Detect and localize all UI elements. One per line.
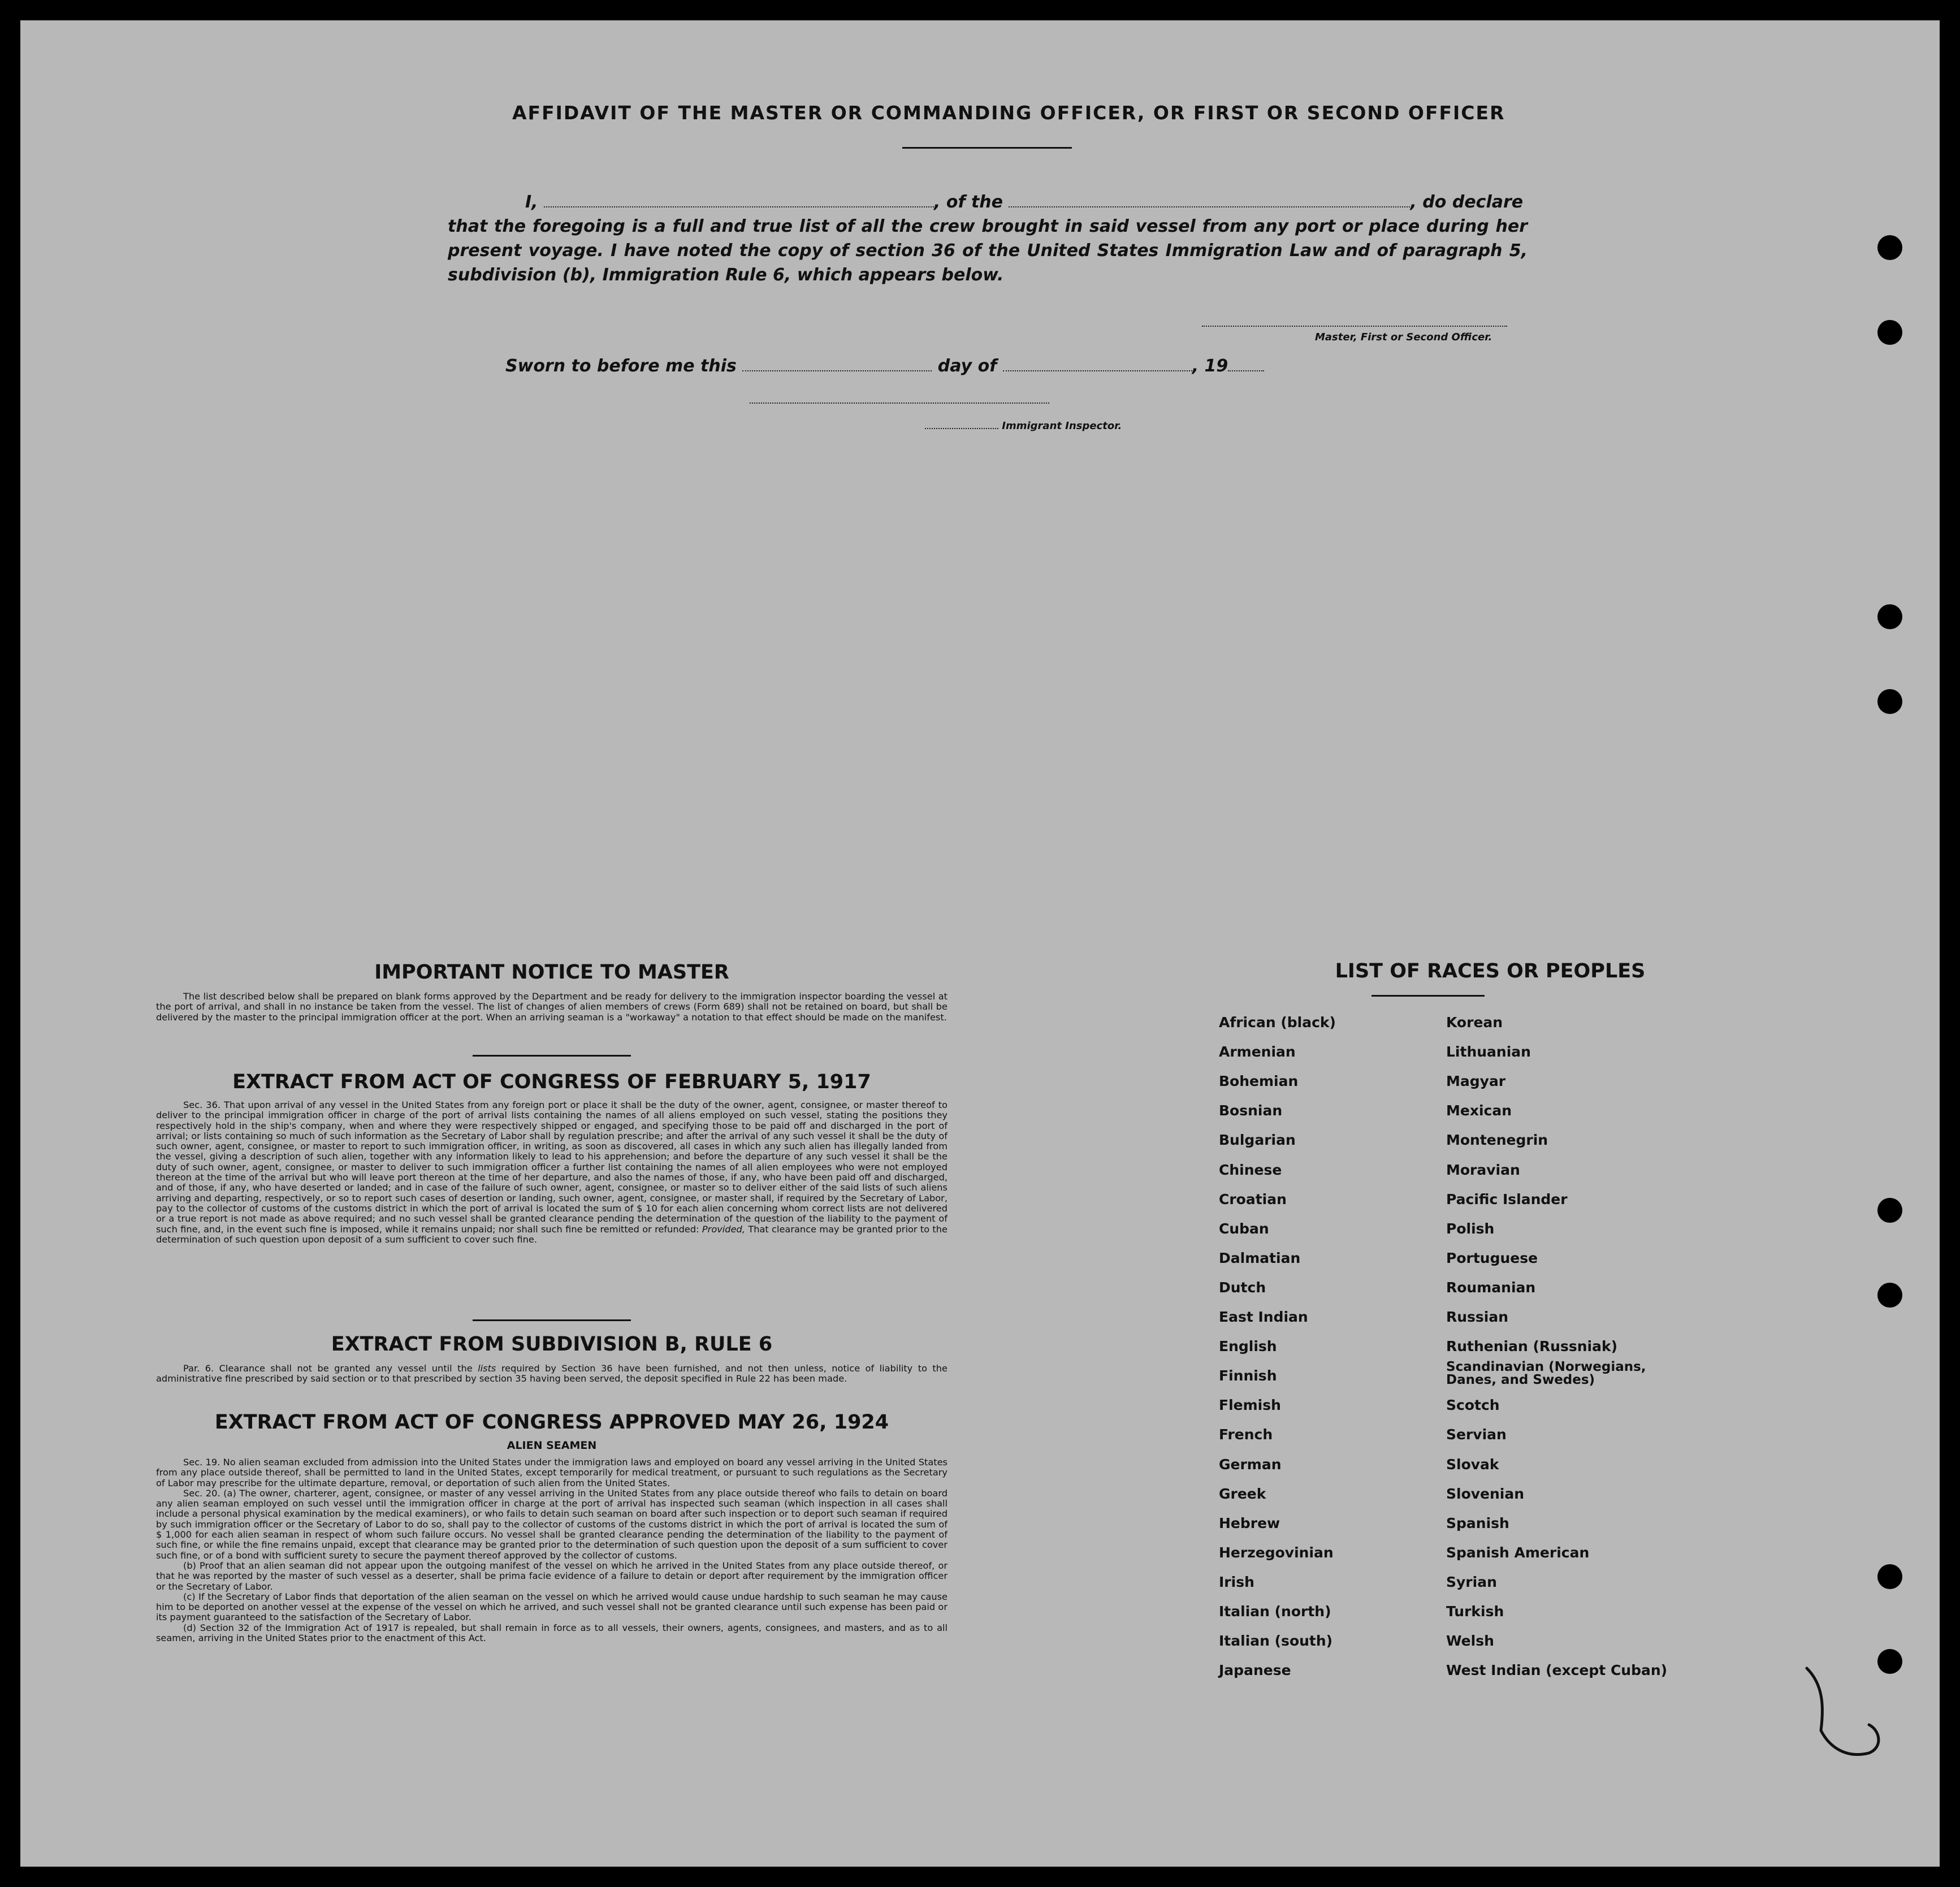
extract-1924-paragraph: (d) Section 32 of the Immigration Act of 1917 is repealed, but shall remain in force as to all vessels, their owners, agents, consignees, and masters, and as to all seamen, arriving in the United States prior to the enactment of this Act. bbox=[156, 1622, 947, 1644]
race-item: Italian (north) bbox=[1219, 1603, 1331, 1620]
extract-1917-text-a: Sec. 36. That upon arrival of any vessel in the United States from any foreign port or place it shall be the duty of the owner, agent, consignee, or master thereof to deliver to the principal immigration officer in charge of the port of arrival lists containing the names of all aliens employed on such vessel, stating the positions they respectively hold in the ship's company, when and where they were respectively shipped or engaged, and specifying those to be paid off and discharged in the port of arrival; or lists containing so much of such information as the Secretary of Labor shall by regulation prescribe; and after the arrival of any such vessel it shall be the duty of such owner, agent, consignee, or master to report to such immigration officer, in writing, as soon as discovered, all cases in which any such alien has illegally landed from the vessel, giving a description of such alien, together with any information likely to lead to his apprehension; and before the departure of any such vessel it shall be the duty of such owner, agent, consignee, or master to deliver to such immigration officer a further list containing the names of all alien employees who were not employed thereon at the time of the arrival but who will leave port thereon at the time of her departure, and also the names of those, if any, who have been paid off and discharged, and of those, if any, who have deserted or landed; and in case of the failure of such owner, agent, consignee, or master so to deliver either of the said lists of such aliens arriving and departing, respectively, or so to report such cases of desertion or landing, such owner, agent, consignee, or master shall, if required by the Secretary of Labor, pay to the collector of customs of the customs district in which the port of arrival is located the sum of $ 10 for each alien concerning whom correct lists are not delivered or a true report is not made as above required; and no such vessel shall be granted clearance pending the determination of the question of the liability to the payment of such fine, and, in the event such fine is imposed, while it remains unpaid; nor shall such fine be remitted or refunded: bbox=[156, 1100, 947, 1235]
sworn-month-field[interactable] bbox=[1003, 357, 1192, 371]
extract-rule6-title: EXTRACT FROM SUBDIVISION B, RULE 6 bbox=[331, 1333, 773, 1356]
race-item: Bohemian bbox=[1219, 1073, 1299, 1090]
race-item: Ruthenian (Russniak) bbox=[1446, 1338, 1618, 1355]
form-sheet bbox=[20, 20, 1940, 1867]
race-item: Spanish American bbox=[1446, 1544, 1590, 1561]
race-item: Cuban bbox=[1219, 1220, 1269, 1237]
race-item: Magyar bbox=[1446, 1073, 1506, 1090]
race-item: Chinese bbox=[1219, 1161, 1282, 1178]
inspector-field[interactable] bbox=[925, 419, 998, 429]
race-item: Italian (south) bbox=[1219, 1633, 1333, 1650]
races-title-rule bbox=[1371, 995, 1485, 997]
race-item: Herzegovinian bbox=[1219, 1544, 1334, 1561]
notice-title: IMPORTANT NOTICE TO MASTER bbox=[374, 961, 729, 984]
punch-hole bbox=[1877, 1198, 1902, 1223]
race-item: Flemish bbox=[1219, 1397, 1281, 1414]
race-item: Roumanian bbox=[1446, 1279, 1536, 1296]
race-item: Greek bbox=[1219, 1485, 1266, 1502]
sworn-day-field[interactable] bbox=[742, 357, 932, 371]
race-item: Servian bbox=[1446, 1426, 1507, 1443]
race-item: French bbox=[1219, 1426, 1273, 1443]
race-item: Scotch bbox=[1446, 1397, 1500, 1414]
race-item: Turkish bbox=[1446, 1603, 1504, 1620]
extract-1917-provided: Provided, bbox=[702, 1223, 745, 1235]
sworn-line bbox=[505, 354, 1264, 378]
punch-hole bbox=[1877, 1564, 1902, 1589]
race-item: Slovenian bbox=[1446, 1485, 1525, 1502]
extract-1917-title: EXTRACT FROM ACT OF CONGRESS OF FEBRUARY 5, 1917 bbox=[232, 1071, 871, 1093]
sworn-day-of: day of bbox=[937, 356, 997, 376]
extract-1924-paragraph: Sec. 19. No alien seaman excluded from admission into the United States under the immigration laws and employed on board any vessel arriving in the United States from any place outside thereof, shall be permitted to land in the United States, except temporarily for medical treatment, or pursuant to such regulations as the Secretary of Labor may prescribe for the ultimate departure, removal, or deportation of such alien from the United States. bbox=[156, 1457, 947, 1488]
notice-body bbox=[156, 992, 947, 1023]
extract-rule6-lists: lists bbox=[478, 1363, 496, 1374]
punch-hole bbox=[1877, 604, 1902, 629]
declaration-body: that the foregoing is a full and true list of all the crew brought in said vessel from any port or place during her present voyage. I have noted the copy of section 36 of the United States Immigration Law and of paragraph 5, subdivision (b), Immigration Rule 6, which appears below. bbox=[448, 217, 1528, 285]
race-item: Spanish bbox=[1446, 1514, 1509, 1531]
race-item: Lithuanian bbox=[1446, 1044, 1531, 1061]
sworn-year-prefix: , 19 bbox=[1192, 356, 1228, 376]
extract-1917-body bbox=[156, 1100, 947, 1245]
extract-1917-text-b: That clearance may be granted prior to the determination of such question upon deposit of a sum sufficient to cover such fine. bbox=[156, 1223, 947, 1245]
race-item: Armenian bbox=[1219, 1044, 1296, 1061]
race-item: Dutch bbox=[1219, 1279, 1266, 1296]
notice-paragraph: The list described below shall be prepared on blank forms approved by the Department and be ready for delivery to the immigration inspector boarding the vessel at the port of arrival, and shall in no instance be taken from the vessel. The list of changes of alien members of crews (Form 689) shall not be retained on board, but shall be delivered by the master to the principal immigration officer at the port. When an arriving seaman is a "workaway" a notation to that effect should be made on the manifest. bbox=[156, 991, 947, 1023]
race-item: Hebrew bbox=[1219, 1514, 1280, 1531]
extract-1924-paragraph: (b) Proof that an alien seaman did not appear upon the outgoing manifest of the vessel on which he arrived in the United States from any place outside thereof, or that he was reported by the master of such vessel as a deserter, shall be prima facie evidence of a failure to detain or deport after requirement by the immigration officer or the Secretary of Labor. bbox=[156, 1560, 947, 1592]
race-item: Mexican bbox=[1446, 1102, 1512, 1119]
affidavit-title: AFFIDAVIT OF THE MASTER OR COMMANDING OFFICER, OR FIRST OR SECOND OFFICER bbox=[512, 102, 1505, 124]
master-signature-label: Master, First or Second Officer. bbox=[1315, 331, 1492, 343]
race-item: Slovak bbox=[1446, 1456, 1499, 1473]
inspector-label: Immigrant Inspector. bbox=[1002, 420, 1122, 432]
declaration-do-declare: , do declare bbox=[1410, 192, 1524, 212]
race-item: Welsh bbox=[1446, 1633, 1494, 1650]
declaration-of-the: , of the bbox=[934, 192, 1003, 212]
race-item: Russian bbox=[1446, 1309, 1509, 1325]
race-item: German bbox=[1219, 1456, 1282, 1473]
affidavit-declaration bbox=[448, 190, 1528, 287]
punch-hole bbox=[1877, 1283, 1902, 1308]
race-item: Syrian bbox=[1446, 1573, 1497, 1590]
extract-1924-subtitle: ALIEN SEAMEN bbox=[507, 1439, 597, 1452]
race-item: Portuguese bbox=[1446, 1249, 1538, 1266]
affidavit-title-rule bbox=[902, 147, 1072, 149]
race-item: English bbox=[1219, 1338, 1277, 1355]
race-item: East Indian bbox=[1219, 1309, 1308, 1325]
punch-hole bbox=[1877, 320, 1902, 345]
races-title: LIST OF RACES OR PEOPLES bbox=[1335, 960, 1646, 983]
extract-1924-paragraph: (c) If the Secretary of Labor finds that deportation of the alien seaman on the vessel on which he arrived would cause undue hardship to such seaman he may cause him to be deported on another vessel at the expense of the vessel on which he arrived, and such vessel shall not be granted clearance until such expense has been paid or its payment guaranteed to the satisfaction of the Secretary of Labor. bbox=[156, 1591, 947, 1623]
race-item: Korean bbox=[1446, 1014, 1503, 1031]
race-item: Japanese bbox=[1219, 1662, 1291, 1679]
extract-1924-body bbox=[156, 1457, 947, 1643]
extract-rule6-text-b: required by Section 36 have been furnished, and not then unless, notice of liability to the administrative fine prescribed by said section or to that prescribed by section 35 having been served, the deposit specified in Rule 22 has been made. bbox=[156, 1363, 947, 1384]
extract-rule6-paragraph bbox=[156, 1364, 947, 1384]
extract-rule6-body bbox=[156, 1364, 947, 1384]
race-item: Scandinavian (Norwegians, Danes, and Swedes) bbox=[1446, 1360, 1646, 1388]
divider bbox=[473, 1055, 631, 1057]
inspector-line bbox=[925, 419, 1122, 432]
sworn-year-field[interactable] bbox=[1228, 357, 1264, 371]
handwritten-mark bbox=[1790, 1663, 1903, 1770]
punch-hole bbox=[1877, 689, 1902, 714]
race-item: Pacific Islander bbox=[1446, 1191, 1568, 1207]
extract-1924-title: EXTRACT FROM ACT OF CONGRESS APPROVED MAY 26, 1924 bbox=[214, 1411, 889, 1434]
race-item: Finnish bbox=[1219, 1367, 1277, 1384]
race-item: Bosnian bbox=[1219, 1102, 1283, 1119]
vessel-name-field[interactable] bbox=[1009, 193, 1410, 207]
race-item: Croatian bbox=[1219, 1191, 1287, 1207]
sworn-prefix: Sworn to before me this bbox=[505, 356, 737, 376]
extract-rule6-text-a: Par. 6. Clearance shall not be granted any vessel until the bbox=[183, 1363, 473, 1374]
inspector-signature-line[interactable] bbox=[750, 402, 1049, 404]
race-item: African (black) bbox=[1219, 1014, 1336, 1031]
race-item: Dalmatian bbox=[1219, 1249, 1301, 1266]
declaration-i: I, bbox=[525, 192, 538, 212]
race-item: Montenegrin bbox=[1446, 1132, 1548, 1149]
race-item: West Indian (except Cuban) bbox=[1446, 1662, 1668, 1679]
divider bbox=[473, 1319, 631, 1321]
master-signature-line[interactable] bbox=[1202, 326, 1507, 327]
race-item: Bulgarian bbox=[1219, 1132, 1296, 1149]
punch-hole bbox=[1877, 235, 1902, 260]
officer-name-field[interactable] bbox=[544, 193, 934, 207]
race-item: Moravian bbox=[1446, 1161, 1520, 1178]
extract-1924-paragraph: Sec. 20. (a) The owner, charterer, agent, consignee, or master of any vessel arriving in the United States from any place outside thereof who fails to detain on board any alien seaman employed on such vessel until the immigration officer in charge at the port of arrival has inspected such seaman (which inspection in all cases shall include a personal physical examination by the medical examiners), or who fails to detain such seaman on board after such inspection or to deport such seaman if required by such immigration officer or the Secretary of Labor to do so, shall pay to the collector of customs of the customs district in which the port of arrival is located the sum of $ 1,000 for each alien seaman in respect of whom such failure occurs. No vessel shall be granted clearance pending the determination of the liability to the payment of such fine, or while the fine remains unpaid, except that clearance may be granted prior to the determination of such question upon the deposit of a sum sufficient to cover such fine, or of a bond with sufficient surety to secure the payment thereof approved by the collector of customs. bbox=[156, 1487, 947, 1561]
race-item: Polish bbox=[1446, 1220, 1495, 1237]
extract-1917-paragraph bbox=[156, 1100, 947, 1245]
race-item: Irish bbox=[1219, 1573, 1254, 1590]
